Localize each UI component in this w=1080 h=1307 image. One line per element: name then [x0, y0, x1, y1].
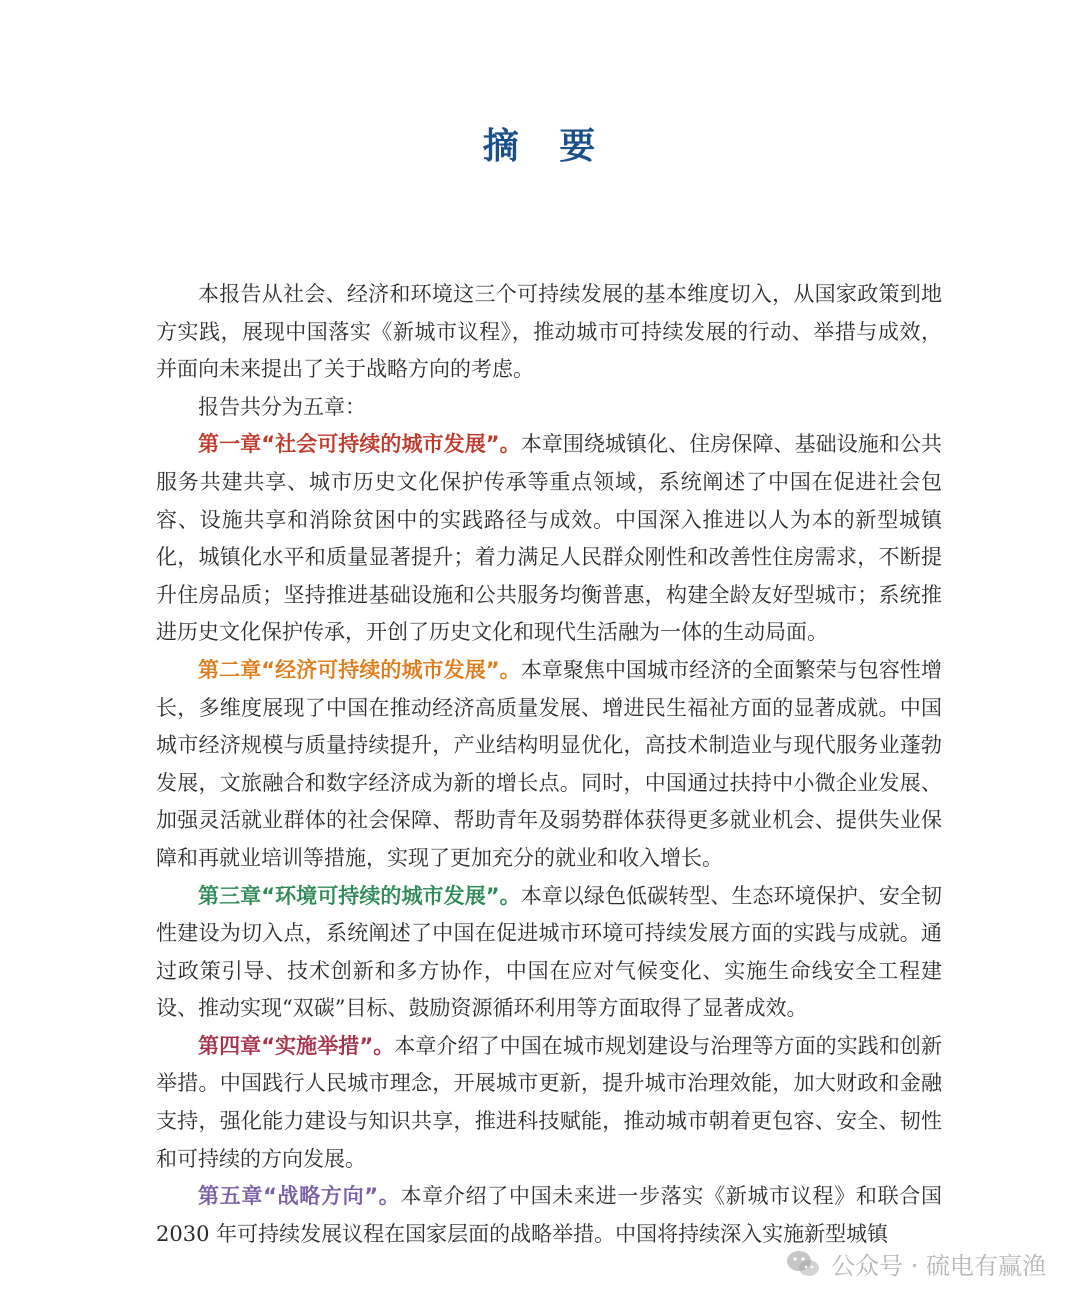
chapter-1-text: 本章围绕城镇化、住房保障、基础设施和公共服务共建共享、城市历史文化保护传承等重点领域，系统阐述了中国在促进社会包容、设施共享和消除贫困中的实践路径与成效。中国深入推进以人为本的新型城镇化，城镇化水平和质量显著提升；着力满足人民群众刚性和改善性住房需求，不断提升住房品质；坚持推进基础设施和公共服务均衡普惠，构建全龄友好型城市；系统推进历史文化保护传承，开创了历史文化和现代生活融为一体的生动局面。 — [156, 432, 942, 645]
chapter-4-heading: 第四章“实施举措”。 — [198, 1033, 395, 1058]
chapter-2-text: 本章聚焦中国城市经济的全面繁荣与包容性增长，多维度展现了中国在推动经济高质量发展、增进民生福祉方面的显著成就。中国城市经济规模与质量持续提升，产业结构明显优化，高技术制造业与现代服务业蓬勃发展，文旅融合和数字经济成为新的增长点。同时，中国通过扶持中小微企业发展、加强灵活就业群体的社会保障、帮助青年及弱势群体获得更多就业机会、提供失业保障和再就业培训等措施，实现了更加充分的就业和收入增长。 — [156, 657, 942, 870]
chapter-2-paragraph — [156, 652, 942, 878]
chapter-3-text: 本章以绿色低碳转型、生态环境保护、安全韧性建设为切入点，系统阐述了中国在促进城市环境可持续发展方面的实践与成就。通过政策引导、技术创新和多方协作，中国在应对气候变化、实施生命线安全工程建设、推动实现“双碳”目标、鼓励资源循环利用等方面取得了显著成效。 — [156, 883, 942, 1021]
intro-paragraph: 本报告从社会、经济和环境这三个可持续发展的基本维度切入，从国家政策到地方实践，展现中国落实《新城市议程》，推动城市可持续发展的行动、举措与成效，并面向未来提出了关于战略方向的考虑。 — [156, 282, 942, 382]
chapter-3-heading: 第三章“环境可持续的城市发展”。 — [198, 883, 521, 908]
chapter-count-line: 报告共分为五章： — [198, 394, 366, 419]
chapter-2-heading: 第二章“经济可持续的城市发展”。 — [198, 657, 521, 682]
summary-body — [156, 276, 942, 1253]
chapter-5-heading: 第五章“战略方向”。 — [198, 1184, 401, 1209]
watermark — [785, 1246, 1046, 1281]
chapter-3-paragraph — [156, 878, 942, 1028]
page-title: 摘 要 — [482, 126, 610, 167]
chapter-1-heading: 第一章“社会可持续的城市发展”。 — [198, 432, 521, 457]
chapter-4-paragraph — [156, 1028, 942, 1178]
chapter-5-paragraph — [156, 1178, 942, 1253]
chapter-4-text: 本章介绍了中国在城市规划建设与治理等方面的实践和创新举措。中国践行人民城市理念，开展城市更新，提升城市治理效能，加大财政和金融支持，强化能力建设与知识共享，推进科技赋能，推动城市朝着更包容、安全、韧性和可持续的方向发展。 — [156, 1033, 943, 1171]
watermark-text: 公众号 · 硫电有赢渔 — [831, 1252, 1046, 1280]
chapter-1-paragraph — [156, 426, 942, 652]
wechat-icon — [785, 1249, 821, 1279]
chapter-5-text: 本章介绍了中国未来进一步落实《新城市议程》和联合国 2030 年可持续发展议程在国家层面的战略举措。中国将持续深入实施新型城镇 — [156, 1184, 942, 1246]
